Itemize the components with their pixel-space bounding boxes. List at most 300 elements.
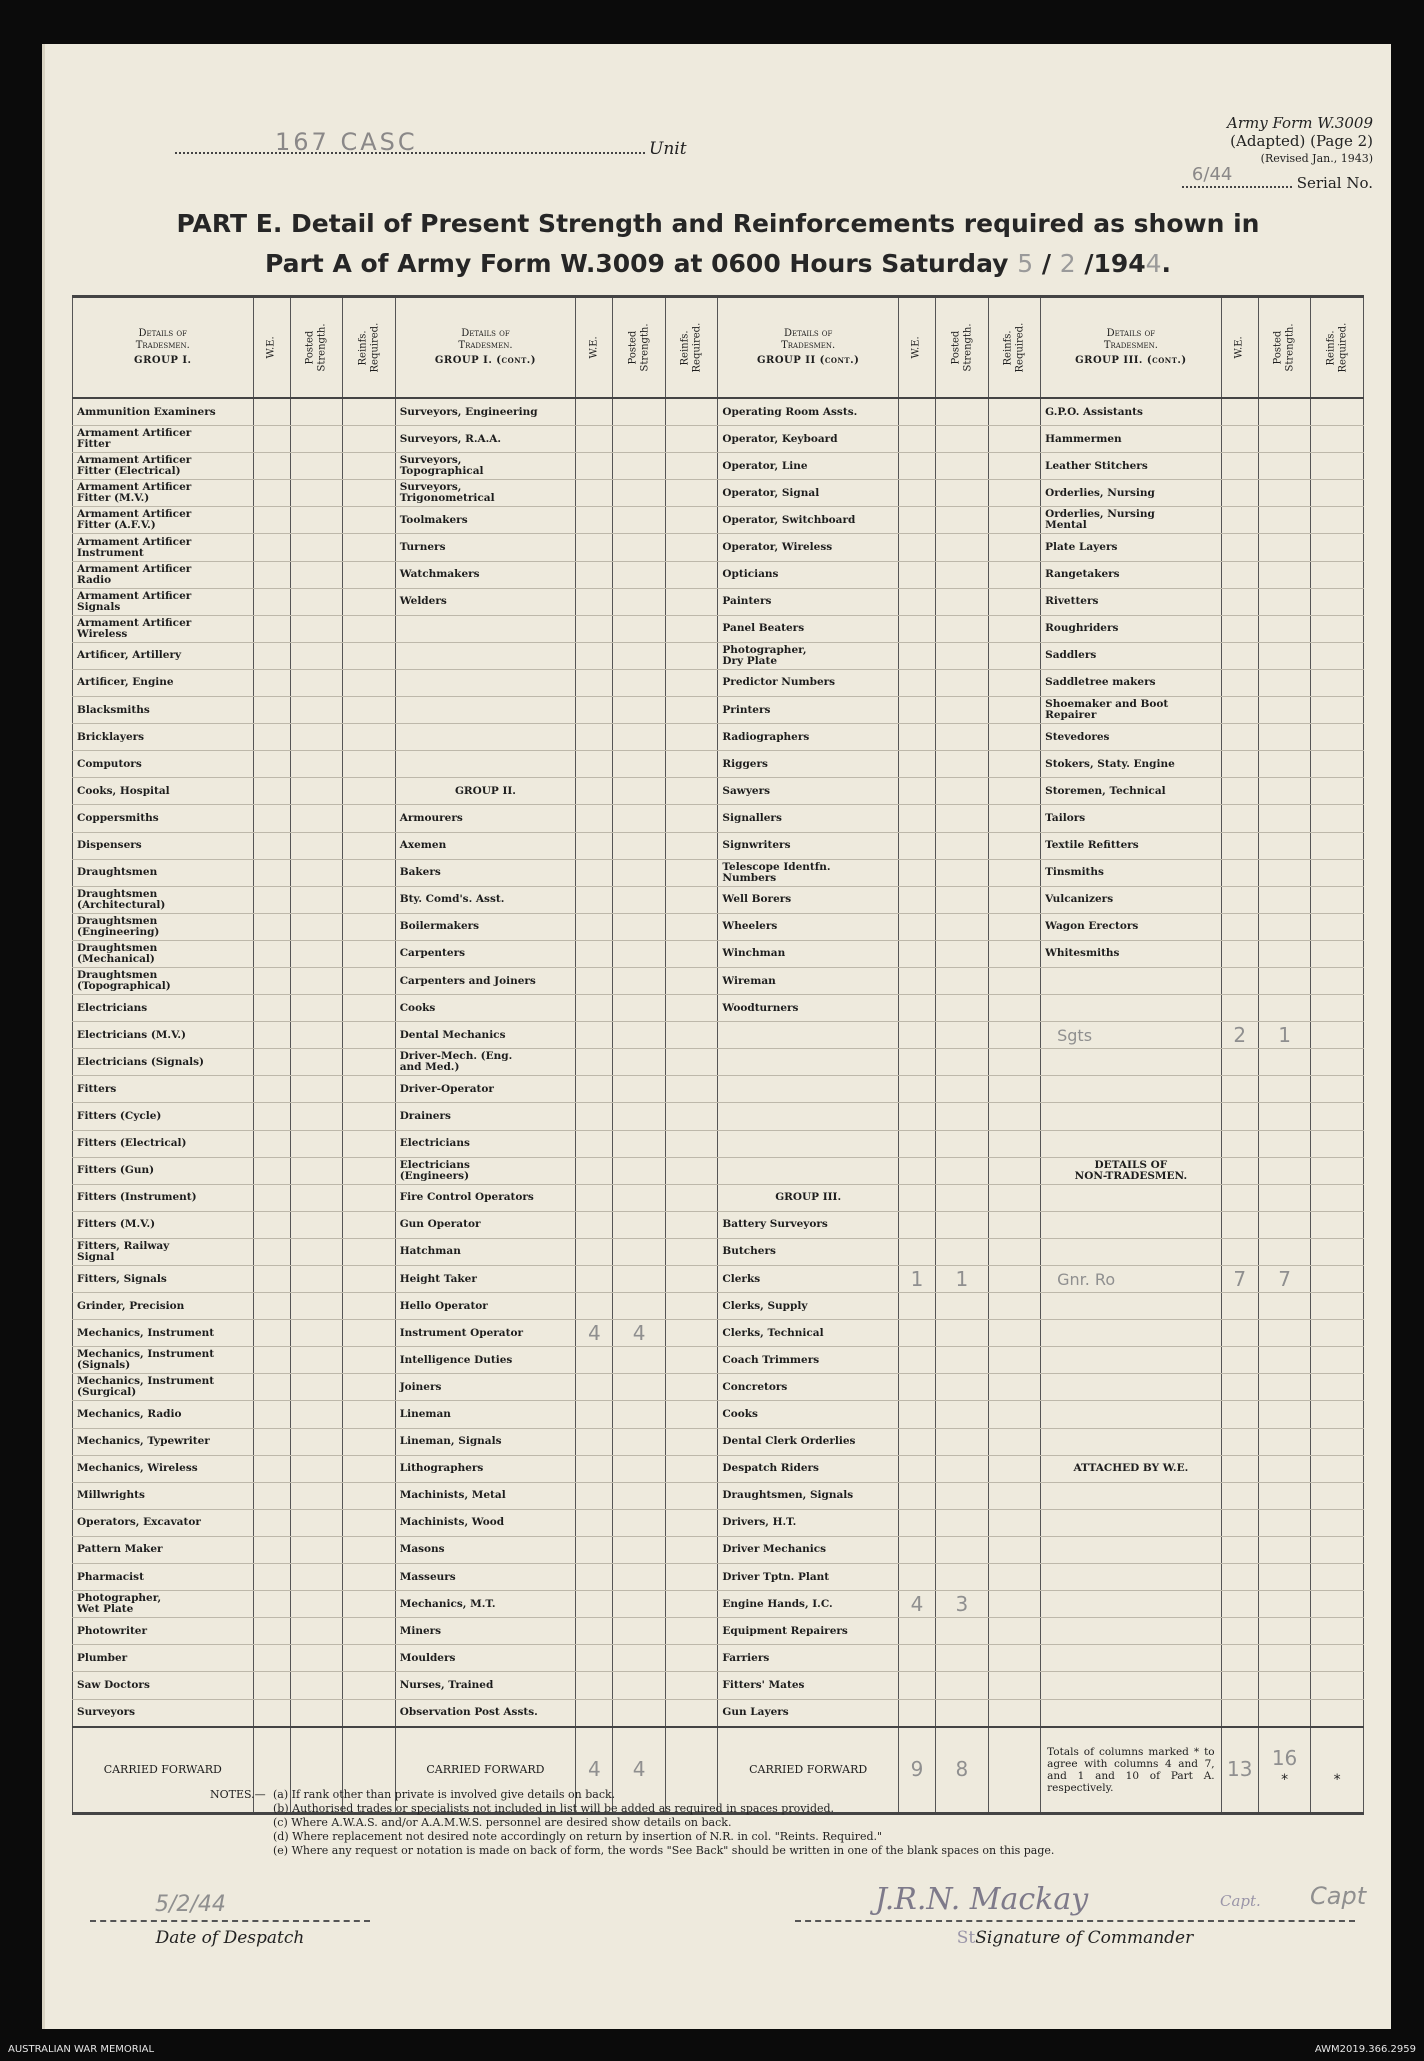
posted-strength-value [290,913,343,940]
reinfs-required-value [1311,480,1364,507]
header-num-col: W.E. [1221,297,1258,399]
posted-strength-value [290,669,343,696]
title-date-year-hw: 4 [1145,249,1162,278]
header-num-col: Reinfs. Required. [1311,297,1364,399]
tradesman-name: Rangetakers [1041,561,1222,588]
table-row [73,1211,1364,1238]
tradesman-name: Operator, Signal [718,480,899,507]
we-value [576,1293,613,1320]
reinfs-required-value [1311,1428,1364,1455]
posted-strength-value [613,1157,666,1184]
tradesman-name: DETAILS OF NON-TRADESMEN. [1041,1157,1222,1184]
posted-strength-value [290,480,343,507]
we-value [253,724,290,751]
tradesman-name: Draughtsmen (Architectural) [73,886,254,913]
reinfs-required-value [343,995,396,1022]
we-value [253,561,290,588]
posted-strength-value [613,1455,666,1482]
posted-strength-value [613,1130,666,1157]
posted-strength-value [936,426,989,453]
reinfs-required-value [1311,832,1364,859]
tradesman-name [1041,1130,1222,1157]
tradesman-name: Tinsmiths [1041,859,1222,886]
tradesman-name: Mechanics, Wireless [73,1455,254,1482]
we-value [253,1428,290,1455]
we-value [898,507,935,534]
tradesman-name: Armourers [395,805,576,832]
we-value [1221,1184,1258,1211]
we-value [253,1238,290,1265]
posted-strength-value [290,940,343,967]
we-value [1221,398,1258,426]
table-row [73,697,1364,724]
we-value [898,534,935,561]
tradesman-name [1041,1347,1222,1374]
tradesman-name: Telescope Identfn. Numbers [718,859,899,886]
posted-strength-value [936,1130,989,1157]
posted-strength-value [936,1374,989,1401]
carried-forward-value: 9 [910,1757,924,1782]
we-value [576,1049,613,1076]
we-value [898,778,935,805]
carried-forward-label: CARRIED FORWARD [395,1727,576,1814]
reinfs-required-value [1311,642,1364,669]
reinfs-required-value [988,724,1041,751]
posted-strength-value [613,588,666,615]
reinfs-required-value [665,1157,718,1184]
we-value [576,1482,613,1509]
posted-strength-value [1258,697,1311,724]
reinfs-required-value [665,642,718,669]
we-value [1221,1564,1258,1591]
table-row [73,1238,1364,1265]
tradesman-name: Leather Stitchers [1041,453,1222,480]
we-value [1221,453,1258,480]
tradesman-name: Lineman [395,1401,576,1428]
reinfs-required-value [665,480,718,507]
tradesman-name [1041,1672,1222,1699]
posted-strength-value [1258,940,1311,967]
header-num-col: W.E. [253,297,290,399]
tradesman-name: Nurses, Trained [395,1672,576,1699]
reinfs-required-value [343,1401,396,1428]
table-row [73,1022,1364,1049]
reinfs-required-value [343,1455,396,1482]
tradesman-name: Wheelers [718,913,899,940]
reinfs-required-value [988,1672,1041,1699]
reinfs-required-value [665,805,718,832]
tradesman-name [1041,1618,1222,1645]
tradesman-name: Draughtsmen [73,859,254,886]
we-value [253,913,290,940]
posted-strength-value [613,1211,666,1238]
tradesman-name: Fitters (Cycle) [73,1103,254,1130]
tradesman-name: Armament Artificer Radio [73,561,254,588]
posted-strength-value [936,1564,989,1591]
we-value [253,1157,290,1184]
table-row [73,1699,1364,1727]
tradesman-name: Driver Mechanics [718,1536,899,1563]
table-row [73,1347,1364,1374]
reinfs-required-value [1311,1374,1364,1401]
posted-strength-value [1258,1157,1311,1184]
reinfs-required-value [1311,1591,1364,1618]
tradesman-name: Hello Operator [395,1293,576,1320]
we-value [1221,913,1258,940]
posted-strength-value [1258,453,1311,480]
we-value [1221,859,1258,886]
tradesman-name: Hatchman [395,1238,576,1265]
reinfs-required-value [1311,778,1364,805]
tradesman-name: Lithographers [395,1455,576,1482]
tradesman-name: Gun Operator [395,1211,576,1238]
header-details-label: Details of Tradesmen. [1103,328,1158,351]
posted-strength-value [1258,1672,1311,1699]
we-value [253,886,290,913]
we-value [576,642,613,669]
we-value [1221,1455,1258,1482]
dispatch-date-handwritten: 5/2/44 [155,1892,226,1917]
reinfs-required-value [343,1266,396,1293]
reinfs-required-value [988,1293,1041,1320]
we-value [898,995,935,1022]
posted-strength-value [290,778,343,805]
header-group-label: GROUP I. [134,355,192,366]
we-value [253,805,290,832]
we-value [898,1482,935,1509]
posted-strength-value [1258,1564,1311,1591]
reinfs-required-value [665,724,718,751]
tradesman-name: Whitesmiths [1041,940,1222,967]
we-value [253,453,290,480]
posted-strength-value [936,615,989,642]
reinfs-required-value [988,1022,1041,1049]
we-value [253,1049,290,1076]
posted-strength-value [613,1022,666,1049]
we-value [253,1266,290,1293]
posted-strength-value [936,1645,989,1672]
reinfs-required-value [665,995,718,1022]
reinfs-required-value [1311,1618,1364,1645]
we-value [576,480,613,507]
tradesman-name: Operating Room Assts. [718,398,899,426]
reinfs-required-value [1311,1564,1364,1591]
table-row [73,886,1364,913]
table-row [73,1455,1364,1482]
table-header [73,297,1364,399]
reinfs-required-value [343,1672,396,1699]
reinfs-required-value [1311,1645,1364,1672]
we-value [576,1130,613,1157]
posted-strength-value [1258,751,1311,778]
tradesman-name [1041,1536,1222,1563]
we-value [576,1347,613,1374]
posted-strength-value [290,1238,343,1265]
tradesman-name: Fire Control Operators [395,1184,576,1211]
reinfs-required-value [665,940,718,967]
reinfs-required-value [343,588,396,615]
posted-strength-value [613,1184,666,1211]
reinfs-required-value [1311,1401,1364,1428]
table-row [73,751,1364,778]
posted-strength-value [290,1699,343,1727]
table-row [73,507,1364,534]
tradesman-name: Carpenters [395,940,576,967]
reinfs-required-value [343,886,396,913]
tradesman-name [1041,1293,1222,1320]
posted-strength-value [290,751,343,778]
posted-strength-value [613,724,666,751]
we-value [1221,697,1258,724]
tradesman-name [1041,1482,1222,1509]
tradesman-name [1041,1645,1222,1672]
table-row [73,1157,1364,1184]
reinfs-required-value [1311,507,1364,534]
form-adapted: (Adapted) (Page 2) [1230,132,1373,150]
we-value [898,1618,935,1645]
posted-strength-value [290,1103,343,1130]
posted-strength-value: 1 [1258,1022,1311,1049]
posted-strength-value [936,1509,989,1536]
posted-strength-value [613,1049,666,1076]
posted-strength-value [936,588,989,615]
tradesman-name: Welders [395,588,576,615]
reinfs-required-value [665,1564,718,1591]
notes [210,1788,1054,1858]
tradesman-name: Textile Refitters [1041,832,1222,859]
posted-strength-value [613,1591,666,1618]
we-value [576,1184,613,1211]
tradesman-name [1041,1401,1222,1428]
posted-strength-value [936,453,989,480]
posted-strength-value [613,669,666,696]
tradesman-name: Mechanics, Instrument (Signals) [73,1347,254,1374]
posted-strength-value [613,886,666,913]
posted-strength-value [936,724,989,751]
star-mark: * [1281,1772,1289,1789]
we-value [1221,480,1258,507]
tradesman-name: Boilermakers [395,913,576,940]
we-value [1221,1157,1258,1184]
posted-strength-value [936,1211,989,1238]
we-value [1221,1211,1258,1238]
tradesman-name [395,642,576,669]
tradesman-name: Shoemaker and Boot Repairer [1041,697,1222,724]
table-row [73,832,1364,859]
tradesman-name: Electricians (M.V.) [73,1022,254,1049]
posted-strength-value [1258,426,1311,453]
we-value [1221,1049,1258,1076]
posted-strength-value [1258,1211,1311,1238]
posted-strength-value [1258,913,1311,940]
posted-strength-value [290,615,343,642]
we-value [576,1266,613,1293]
dispatch-date-label: Date of Despatch [90,1920,370,1948]
we-value [1221,1509,1258,1536]
we-value [1221,642,1258,669]
table-row [73,398,1364,426]
reinfs-required-value [343,724,396,751]
reinfs-required-value [988,398,1041,426]
we-value [898,642,935,669]
posted-strength-value [613,805,666,832]
reinfs-required-value [343,1130,396,1157]
tradesman-name: Gun Layers [718,1699,899,1727]
reinfs-required-value [665,398,718,426]
reinfs-required-value [988,1049,1041,1076]
we-value [576,615,613,642]
we-value [1221,1293,1258,1320]
we-value [253,507,290,534]
reinfs-required-value [988,669,1041,696]
reinfs-required-value [665,1401,718,1428]
posted-strength-value [290,1564,343,1591]
reinfs-required-value [988,1347,1041,1374]
we-value [576,1618,613,1645]
we-value [898,1049,935,1076]
tradesman-name: Observation Post Assts. [395,1699,576,1727]
tradesman-name: Fitters (Instrument) [73,1184,254,1211]
posted-strength-value [290,1347,343,1374]
tradesman-name: Driver-Operator [395,1076,576,1103]
tradesman-name: Machinists, Wood [395,1509,576,1536]
we-value [1221,507,1258,534]
we-value [1221,778,1258,805]
posted-strength-value [1258,534,1311,561]
we-value [898,1428,935,1455]
reinfs-required-value [1311,426,1364,453]
posted-strength-value [290,1211,343,1238]
reinfs-required-value [665,1184,718,1211]
posted-strength-value [613,642,666,669]
tradesman-name [395,615,576,642]
table-row [73,1266,1364,1293]
title-line-2-prefix: Part A of Army Form W.3009 at 0600 Hours Saturday [264,249,1009,278]
posted-strength-value [1258,1699,1311,1727]
reinfs-required-value [988,1076,1041,1103]
we-value [253,1645,290,1672]
carried-forward-ps [1258,1727,1311,1814]
posted-strength-value [1258,1374,1311,1401]
tradesman-name: Mechanics, Typewriter [73,1428,254,1455]
posted-strength-value [290,967,343,994]
tradesman-name: Armament Artificer Fitter (A.F.V.) [73,507,254,534]
notes-lead: NOTES.— [210,1788,266,1801]
tradesman-name: GROUP III. [718,1184,899,1211]
tradesman-name: Coach Trimmers [718,1347,899,1374]
table-row [73,642,1364,669]
posted-strength-value [290,1428,343,1455]
we-value [1221,588,1258,615]
we-value [576,507,613,534]
tradesman-name: Rivetters [1041,588,1222,615]
tradesman-name: Surveyors [73,1699,254,1727]
reinfs-required-value [665,1238,718,1265]
table-row [73,669,1364,696]
reinfs-required-value [343,561,396,588]
header-group-label: GROUP II (cont.) [756,355,860,366]
we-value [253,832,290,859]
tradesman-name: Moulders [395,1645,576,1672]
table-row [73,859,1364,886]
tradesman-name: Fitters [73,1076,254,1103]
posted-strength-value [290,832,343,859]
tradesman-name: Artificer, Engine [73,669,254,696]
posted-strength-value [1258,1428,1311,1455]
reinfs-required-value [343,1211,396,1238]
tradesman-name: Fitters (Gun) [73,1157,254,1184]
tradesman-name: Dispensers [73,832,254,859]
we-value [576,1211,613,1238]
header-details-label: Details of Tradesmen. [458,328,513,351]
posted-strength-value [1258,588,1311,615]
title-line-1: PART E. Detail of Present Strength and Reinforcements required as shown in [176,209,1260,238]
tradesman-name: Printers [718,697,899,724]
table-row [73,1672,1364,1699]
posted-strength-value [1258,1591,1311,1618]
we-value [898,1022,935,1049]
reinfs-required-value [1311,1184,1364,1211]
posted-strength-value [613,1645,666,1672]
we-value [898,859,935,886]
we-value [898,1401,935,1428]
reinfs-required-value [343,1103,396,1130]
reinfs-required-value [988,1401,1041,1428]
table-row [73,1401,1364,1428]
we-value [576,995,613,1022]
tradesman-name: Fitters (M.V.) [73,1211,254,1238]
tradesman-name: Plumber [73,1645,254,1672]
posted-strength-value [290,724,343,751]
reinfs-required-value [665,1103,718,1130]
table-row [73,588,1364,615]
we-value [1221,1672,1258,1699]
header-num-col: W.E. [898,297,935,399]
title-date-day: 5 [1017,249,1034,278]
reinfs-required-value [988,778,1041,805]
we-value [898,1564,935,1591]
posted-strength-value [613,507,666,534]
reinfs-required-value [665,615,718,642]
we-value [1221,1618,1258,1645]
tradesman-name: Photographer, Wet Plate [73,1591,254,1618]
reinfs-required-value [988,1645,1041,1672]
we-value [898,453,935,480]
table-row [73,1645,1364,1672]
we-value [253,1482,290,1509]
posted-strength-value [936,1401,989,1428]
reinfs-required-value [665,561,718,588]
posted-strength-value [613,615,666,642]
posted-strength-value: 7 [1258,1266,1311,1293]
reinfs-required-value [665,859,718,886]
reinfs-required-value [988,1591,1041,1618]
tradesman-name: Draughtsmen (Engineering) [73,913,254,940]
header-details-col-3 [718,297,899,399]
header-details-col-4 [1041,297,1222,399]
reinfs-required-value [1311,995,1364,1022]
posted-strength-value [613,1536,666,1563]
tradesman-name: Fitters, Signals [73,1266,254,1293]
tradesman-name: Wireman [718,967,899,994]
table-row [73,1618,1364,1645]
tradesman-name: Painters [718,588,899,615]
unit-field [175,128,687,159]
we-value [576,1591,613,1618]
we-value [898,832,935,859]
reinfs-required-value [343,453,396,480]
posted-strength-value: 4 [613,1320,666,1347]
